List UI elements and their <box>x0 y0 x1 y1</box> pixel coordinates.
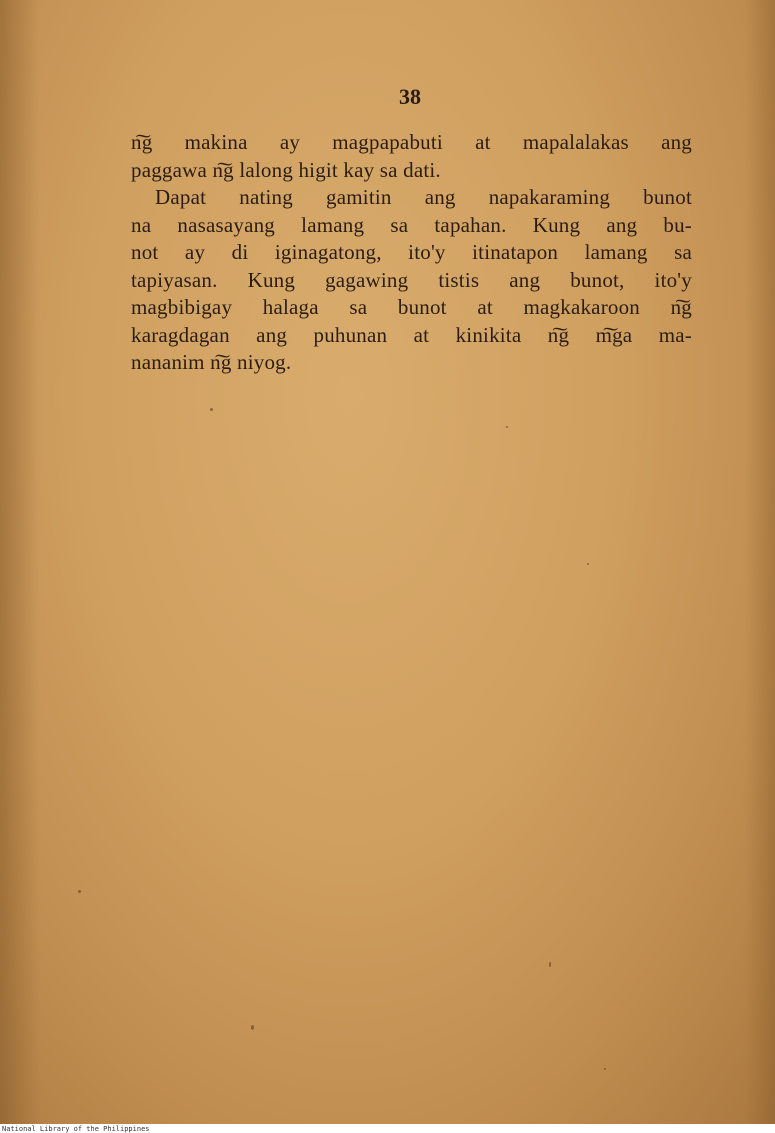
text-line: Dapat nating gamitin ang napakaraming bunot <box>155 185 692 209</box>
page-shadow-right <box>745 0 775 1124</box>
text-line: n͠g makina ay magpapabuti at mapalalakas ang <box>131 130 692 154</box>
text-line: magbibigay halaga sa bunot at magkakaroon n͠g <box>131 295 692 319</box>
footer-credit: National Library of the Philippines <box>2 1125 150 1133</box>
text-line: tapiyasan. Kung gagawing tistis ang bunot, ito'y <box>131 267 692 292</box>
text-line: not ay di iginagatong, ito'y itinatapon lamang sa <box>131 240 692 264</box>
body-text <box>131 129 692 377</box>
page-shadow-left <box>0 0 40 1124</box>
text-line: paggawa n͠g lalong higit kay sa dati. <box>131 157 441 182</box>
paper-speck <box>210 408 213 411</box>
paper-speck <box>506 426 508 428</box>
paper-speck <box>604 1068 606 1070</box>
page-number: 38 <box>399 84 421 109</box>
text-line: karagdagan ang puhunan at kinikita n͠g m͠ga ma- <box>131 322 692 347</box>
text-line: nananim n͠g niyog. <box>131 350 292 374</box>
paper-speck <box>78 890 81 893</box>
paper-speck <box>549 962 551 967</box>
text-line: na nasasayang lamang sa tapahan. Kung ang bu- <box>131 212 692 237</box>
paper-speck <box>251 1025 254 1030</box>
paper-speck <box>587 563 589 565</box>
